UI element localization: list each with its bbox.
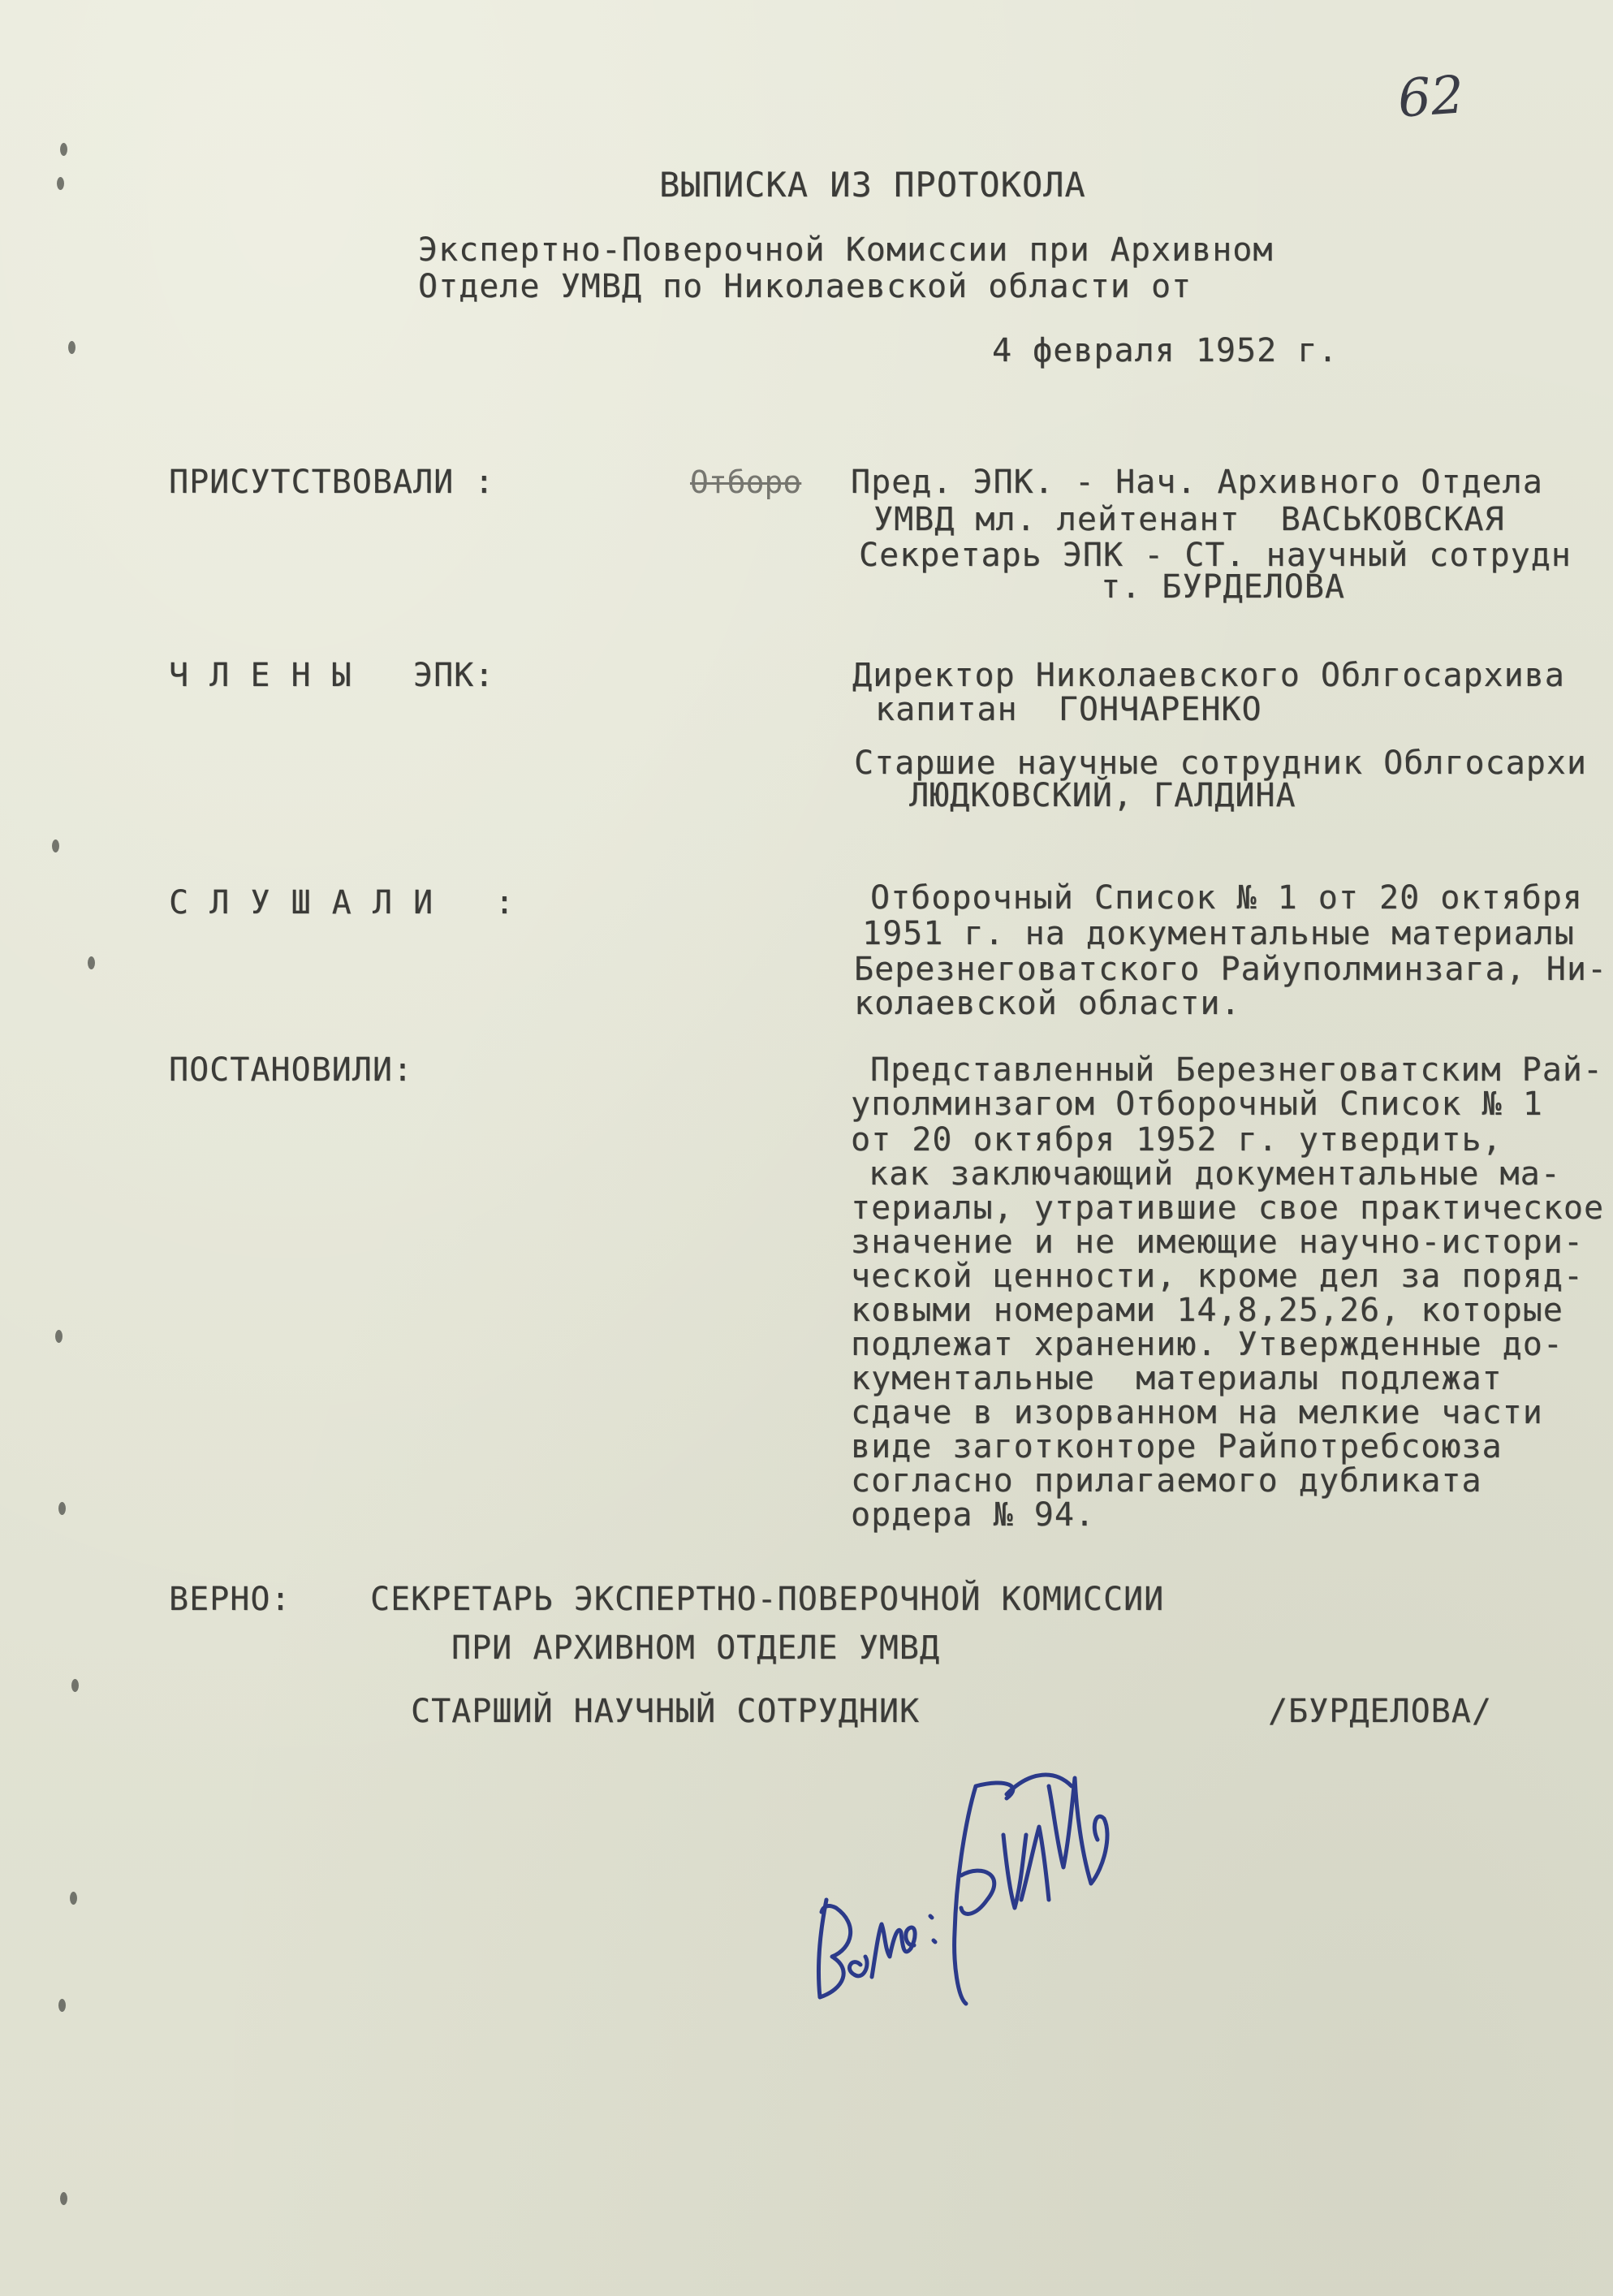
punch-hole (60, 143, 67, 156)
punch-hole (88, 956, 95, 969)
protocol-date: 4 февраля 1952 г. (992, 332, 1339, 369)
certification-line-1: СЕКРЕТАРЬ ЭКСПЕРТНО-ПОВЕРОЧНОЙ КОМИССИИ (370, 1581, 1165, 1618)
members-line: ЛЮДКОВСКИЙ, ГАЛДИНА (909, 777, 1296, 814)
subtitle-line-2: Отделе УМВД по Николаевской области от (418, 268, 1192, 305)
punch-hole (52, 839, 59, 852)
certification-name: /БУРДЕЛОВА/ (1268, 1693, 1492, 1730)
punch-hole (68, 341, 75, 354)
struck-out-word: Отборо (690, 464, 802, 500)
punch-hole (58, 1502, 66, 1515)
resolved-line: значение и не имеющие научно-истори- (851, 1224, 1584, 1261)
members-label: Ч Л Е Н Ы ЭПК: (169, 657, 495, 694)
resolved-line: ковыми номерами 14,8,25,26, которые (851, 1292, 1563, 1329)
certification-line-2: ПРИ АРХИВНОМ ОТДЕЛЕ УМВД (451, 1629, 940, 1667)
punch-hole (70, 1892, 77, 1905)
heard-label: С Л У Ш А Л И : (169, 884, 515, 921)
resolved-line: как заключающий документальные ма- (869, 1155, 1561, 1193)
present-label: ПРИСУТСТВОВАЛИ : (169, 464, 495, 501)
present-line: Секретарь ЭПК - СТ. научный сотрудн (859, 537, 1572, 574)
handwritten-signature (763, 1689, 1145, 2013)
heard-line: Отборочный Список № 1 от 20 октября (870, 879, 1583, 917)
resolved-line: кументальные материалы подлежат (851, 1360, 1503, 1397)
heard-line: колаевской области. (854, 985, 1241, 1022)
present-line: Пред. ЭПК. - Нач. Архивного Отдела (851, 464, 1543, 501)
punch-hole (57, 177, 64, 190)
heard-line: 1951 г. на документальные материалы (862, 915, 1575, 952)
punch-hole (71, 1679, 79, 1692)
members-line: Старшие научные сотрудник Облгосархи (854, 744, 1587, 782)
resolved-line: Представленный Березнеговатским Рай- (870, 1051, 1603, 1089)
folio-number: 62 (1395, 65, 1466, 130)
punch-hole (58, 1999, 66, 2012)
resolved-line: подлежат хранению. Утвержденные до- (851, 1326, 1563, 1363)
resolved-line: уполминзагом Отборочный Список № 1 (851, 1085, 1543, 1123)
resolved-line: ордера № 94. (851, 1496, 1095, 1534)
subtitle-line-1: Экспертно-Поверочной Комиссии при Архивном (418, 231, 1274, 269)
resolved-line: согласно прилагаемого дубликата (851, 1462, 1482, 1500)
heard-line: Березнеговатского Райуполминзага, Ни- (854, 951, 1608, 988)
resolved-line: териалы, утратившие свое практическое (851, 1189, 1605, 1227)
certification-label: ВЕРНО: (169, 1581, 291, 1618)
document-title: ВЫПИСКА ИЗ ПРОТОКОЛА (659, 165, 1086, 205)
present-line: т. БУРДЕЛОВА (1101, 568, 1345, 606)
members-line: Директор Николаевского Облгосархива (852, 657, 1565, 694)
punch-hole (60, 2192, 67, 2205)
resolved-line: ческой ценности, кроме дел за поряд- (851, 1258, 1584, 1295)
present-line: УМВД мл. лейтенант ВАСЬКОВСКАЯ (873, 501, 1505, 538)
resolved-label: ПОСТАНОВИЛИ: (169, 1051, 413, 1089)
resolved-line: от 20 октября 1952 г. утвердить, (851, 1121, 1503, 1159)
certification-line-3: СТАРШИЙ НАУЧНЫЙ СОТРУДНИК (411, 1693, 921, 1730)
members-line: капитан ГОНЧАРЕНКО (875, 691, 1262, 728)
resolved-line: виде заготконторе Райпотребсоюза (851, 1428, 1503, 1465)
punch-hole (55, 1330, 63, 1343)
resolved-line: сдаче в изорванном на мелкие части (851, 1394, 1543, 1431)
